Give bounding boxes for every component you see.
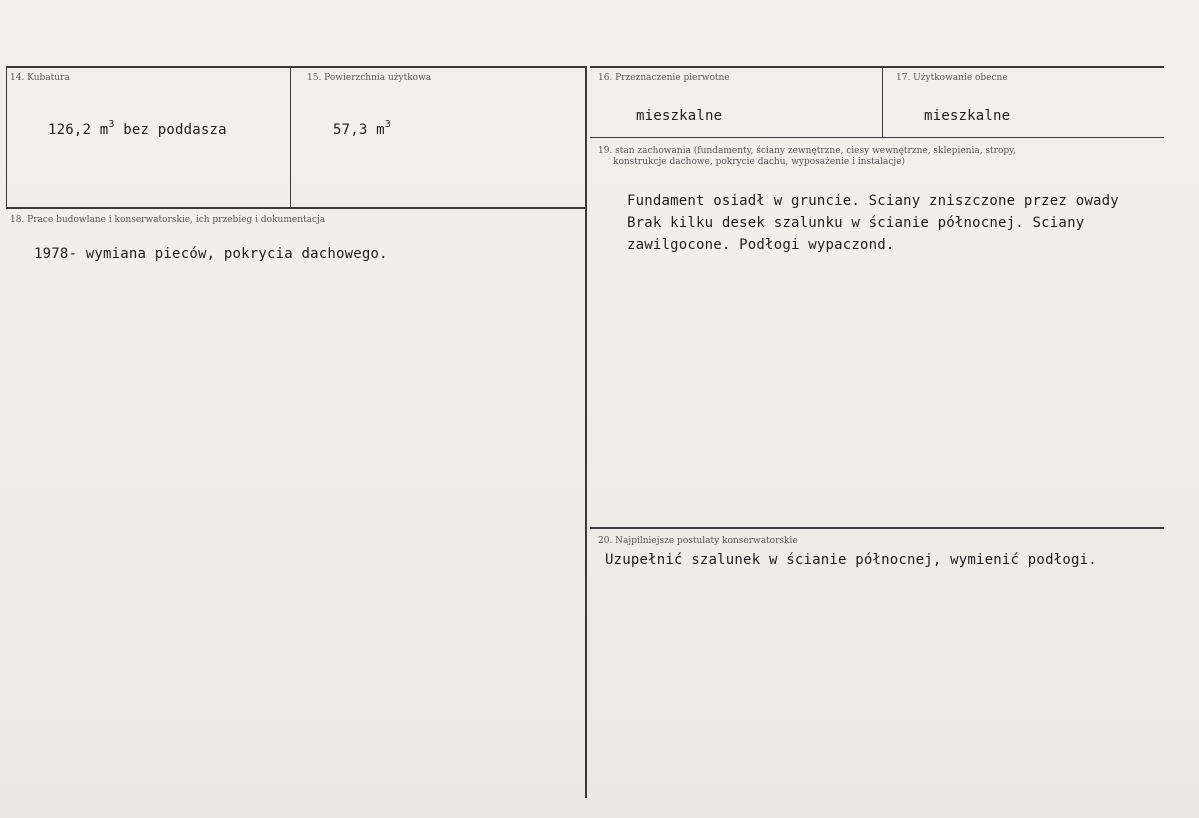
field-14-label: 14. Kubatura <box>10 73 70 83</box>
divider-row-19 <box>590 137 1164 138</box>
field-19-label-line2: konstrukcje dachowe, pokrycie dachu, wyposażenie i instalacje) <box>613 157 906 167</box>
field-20-label: 20. Najpilniejsze postulaty konserwatorskie <box>598 536 798 546</box>
field-19-line-2: Brak kilku desek szalunku w ścianie północnej. Sciany <box>627 215 1085 231</box>
field-15-number: 57,3 m <box>333 122 385 138</box>
field-16-value: mieszkalne <box>636 108 723 124</box>
field-14-number: 126,2 m <box>48 122 109 138</box>
center-divider <box>585 66 587 798</box>
field-19-value <box>627 190 1119 256</box>
field-18-label: 18. Prace budowlane i konserwatorskie, ich przebieg i dokumentacja <box>10 215 326 225</box>
field-19-line-3: zawilgocone. Podłogi wypaczond. <box>627 237 895 253</box>
left-border <box>6 66 7 208</box>
divider-16-17 <box>882 66 883 138</box>
field-18-value: 1978- wymiana pieców, pokrycia dachowego. <box>34 246 388 262</box>
field-16-label: 16. Przeznaczenie pierwotne <box>598 73 730 83</box>
field-17-label: 17. Użytkowanie obecne <box>896 73 1008 83</box>
divider-14-15 <box>290 66 291 208</box>
top-border-right <box>590 66 1164 68</box>
field-15-value <box>333 119 392 138</box>
field-17-value: mieszkalne <box>924 108 1011 124</box>
field-15-label: 15. Powierzchnia użytkowa <box>307 73 432 83</box>
divider-row-20 <box>590 527 1164 529</box>
field-14-value <box>48 119 227 138</box>
field-14-suffix: bez poddasza <box>114 122 227 138</box>
field-19-line-1: Fundament osiadł w gruncie. Sciany zniszczone przez owady <box>627 193 1119 209</box>
field-20-value: Uzupełnić szalunek w ścianie północnej, wymienić podłogi. <box>605 552 1097 568</box>
top-border-left <box>6 66 586 68</box>
field-15-superscript: 3 <box>384 119 392 130</box>
field-19-label-line1: 19. stan zachowania (fundamenty, ściany zewnętrzne, ciesy wewnętrzne, sklepienia, stropy, <box>598 146 1016 156</box>
field-14-superscript: 3 <box>108 119 115 130</box>
divider-row-18 <box>6 207 586 209</box>
